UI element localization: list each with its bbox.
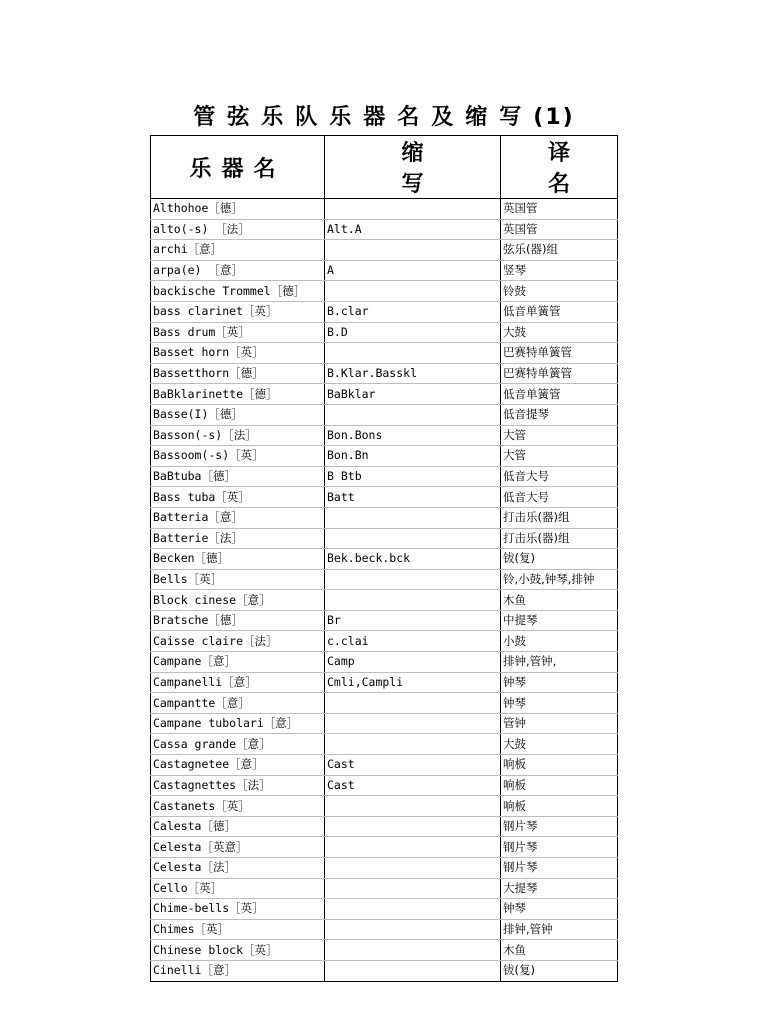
- cell-translation: 竖琴: [501, 260, 618, 281]
- cell-instrument-name: bass clarinet［英］: [151, 301, 325, 322]
- cell-translation: 低音大号: [501, 466, 618, 487]
- table-row: [151, 610, 618, 631]
- cell-abbreviation: [325, 816, 501, 837]
- table-row: [151, 878, 618, 899]
- cell-abbreviation: B.D: [325, 322, 501, 343]
- cell-translation: 钢片琴: [501, 816, 618, 837]
- cell-abbreviation: [325, 713, 501, 734]
- table-row: [151, 446, 618, 467]
- cell-instrument-name: Campane tubolari［意］: [151, 713, 325, 734]
- table-row: [151, 672, 618, 693]
- cell-translation: 响板: [501, 775, 618, 796]
- cell-translation: 钹(复): [501, 960, 618, 981]
- cell-translation: 巴赛特单簧管: [501, 363, 618, 384]
- cell-instrument-name: Campane［意］: [151, 652, 325, 673]
- table-row: [151, 466, 618, 487]
- cell-abbreviation: Batt: [325, 487, 501, 508]
- table-row: [151, 425, 618, 446]
- page-title-text: 管弦乐队乐器名及缩写: [193, 105, 534, 130]
- cell-translation: 木鱼: [501, 590, 618, 611]
- table-row: [151, 590, 618, 611]
- cell-instrument-name: arpa(e) ［意］: [151, 260, 325, 281]
- cell-instrument-name: Batteria［意］: [151, 507, 325, 528]
- cell-translation: 低音单簧管: [501, 301, 618, 322]
- cell-translation: 大鼓: [501, 322, 618, 343]
- cell-instrument-name: Basson(-s)［法］: [151, 425, 325, 446]
- cell-translation: 英国管: [501, 219, 618, 240]
- table-row: [151, 755, 618, 776]
- cell-instrument-name: Bassoom(-s)［英］: [151, 446, 325, 467]
- cell-instrument-name: Cassa grande［意］: [151, 734, 325, 755]
- cell-translation: 打击乐(器)组: [501, 528, 618, 549]
- table-row: [151, 260, 618, 281]
- cell-translation: 木鱼: [501, 940, 618, 961]
- cell-instrument-name: Bass drum［英］: [151, 322, 325, 343]
- cell-translation: 低音提琴: [501, 404, 618, 425]
- cell-instrument-name: Bratsche［德］: [151, 610, 325, 631]
- cell-translation: 钢片琴: [501, 837, 618, 858]
- table-row: [151, 528, 618, 549]
- table-row: [151, 713, 618, 734]
- table-row: [151, 549, 618, 570]
- cell-translation: 大管: [501, 425, 618, 446]
- table-row: [151, 322, 618, 343]
- cell-abbreviation: Bek.beck.bck: [325, 549, 501, 570]
- table-row: [151, 363, 618, 384]
- cell-instrument-name: Cello［英］: [151, 878, 325, 899]
- cell-instrument-name: Chinese block［英］: [151, 940, 325, 961]
- header-row: [151, 136, 618, 199]
- cell-instrument-name: Chimes［英］: [151, 919, 325, 940]
- cell-instrument-name: Bassetthorn［德］: [151, 363, 325, 384]
- table-row: [151, 281, 618, 302]
- cell-instrument-name: Cinelli［意］: [151, 960, 325, 981]
- cell-translation: 钟琴: [501, 899, 618, 920]
- table-row: [151, 652, 618, 673]
- cell-instrument-name: Bass tuba［英］: [151, 487, 325, 508]
- cell-translation: 响板: [501, 755, 618, 776]
- cell-abbreviation: [325, 528, 501, 549]
- cell-abbreviation: A: [325, 260, 501, 281]
- cell-translation: 铃鼓: [501, 281, 618, 302]
- table-body: [151, 199, 618, 982]
- cell-translation: 英国管: [501, 199, 618, 220]
- cell-abbreviation: [325, 569, 501, 590]
- cell-instrument-name: Basset horn［英］: [151, 343, 325, 364]
- table-row: [151, 899, 618, 920]
- table-row: [151, 816, 618, 837]
- cell-translation: 弦乐(器)组: [501, 240, 618, 261]
- table-row: [151, 487, 618, 508]
- cell-translation: 排钟,管钟,: [501, 652, 618, 673]
- cell-instrument-name: Castagnettes［法］: [151, 775, 325, 796]
- cell-translation: 低音单簧管: [501, 384, 618, 405]
- cell-instrument-name: Campantte［意］: [151, 693, 325, 714]
- cell-abbreviation: [325, 940, 501, 961]
- table-row: [151, 301, 618, 322]
- cell-abbreviation: [325, 899, 501, 920]
- cell-abbreviation: Bon.Bn: [325, 446, 501, 467]
- cell-instrument-name: BaBtuba［德］: [151, 466, 325, 487]
- cell-abbreviation: Cmli,Campli: [325, 672, 501, 693]
- cell-abbreviation: B.clar: [325, 301, 501, 322]
- table-row: [151, 343, 618, 364]
- table-row: [151, 919, 618, 940]
- header-translation: 译名: [501, 136, 618, 199]
- header-abbreviation: 缩写: [325, 136, 501, 199]
- table-row: [151, 940, 618, 961]
- table-row: [151, 219, 618, 240]
- cell-instrument-name: Celesta［英意］: [151, 837, 325, 858]
- cell-translation: 大提琴: [501, 878, 618, 899]
- table-row: [151, 960, 618, 981]
- table-header: [151, 136, 618, 199]
- cell-translation: 钹(复): [501, 549, 618, 570]
- table-row: [151, 404, 618, 425]
- table-row: [151, 734, 618, 755]
- table-row: [151, 199, 618, 220]
- page-title: [0, 100, 768, 131]
- cell-translation: 钟琴: [501, 672, 618, 693]
- cell-translation: 低音大号: [501, 487, 618, 508]
- table-row: [151, 631, 618, 652]
- table-row: [151, 796, 618, 817]
- cell-instrument-name: Celesta［法］: [151, 858, 325, 879]
- cell-translation: 响板: [501, 796, 618, 817]
- cell-instrument-name: Chime-bells［英］: [151, 899, 325, 920]
- cell-instrument-name: Castanets［英］: [151, 796, 325, 817]
- cell-instrument-name: backische Trommel［德］: [151, 281, 325, 302]
- cell-abbreviation: [325, 507, 501, 528]
- cell-instrument-name: alto(-s) ［法］: [151, 219, 325, 240]
- cell-abbreviation: [325, 734, 501, 755]
- table-row: [151, 240, 618, 261]
- cell-abbreviation: [325, 919, 501, 940]
- cell-abbreviation: [325, 878, 501, 899]
- table-row: [151, 384, 618, 405]
- cell-abbreviation: [325, 858, 501, 879]
- table-row: [151, 507, 618, 528]
- cell-abbreviation: BaBklar: [325, 384, 501, 405]
- cell-abbreviation: [325, 199, 501, 220]
- table-row: [151, 693, 618, 714]
- cell-abbreviation: B Btb: [325, 466, 501, 487]
- cell-instrument-name: archi［意］: [151, 240, 325, 261]
- cell-abbreviation: Cast: [325, 755, 501, 776]
- cell-translation: 大鼓: [501, 734, 618, 755]
- cell-abbreviation: [325, 281, 501, 302]
- table-row: [151, 569, 618, 590]
- cell-abbreviation: Cast: [325, 775, 501, 796]
- cell-translation: 钢片琴: [501, 858, 618, 879]
- cell-instrument-name: Batterie［法］: [151, 528, 325, 549]
- cell-abbreviation: [325, 240, 501, 261]
- cell-abbreviation: Alt.A: [325, 219, 501, 240]
- cell-abbreviation: [325, 796, 501, 817]
- cell-instrument-name: Basse(I)［德］: [151, 404, 325, 425]
- cell-instrument-name: Block cinese［意］: [151, 590, 325, 611]
- cell-translation: 大管: [501, 446, 618, 467]
- cell-abbreviation: [325, 693, 501, 714]
- cell-abbreviation: Camp: [325, 652, 501, 673]
- cell-instrument-name: Campanelli［意］: [151, 672, 325, 693]
- cell-instrument-name: Calesta［德］: [151, 816, 325, 837]
- cell-abbreviation: [325, 960, 501, 981]
- cell-instrument-name: Becken［德］: [151, 549, 325, 570]
- cell-instrument-name: Caisse claire［法］: [151, 631, 325, 652]
- cell-abbreviation: [325, 343, 501, 364]
- cell-translation: 巴赛特单簧管: [501, 343, 618, 364]
- cell-translation: 钟琴: [501, 693, 618, 714]
- cell-translation: 中提琴: [501, 610, 618, 631]
- cell-abbreviation: Bon.Bons: [325, 425, 501, 446]
- cell-translation: 铃,小鼓,钟琴,排钟: [501, 569, 618, 590]
- cell-abbreviation: Br: [325, 610, 501, 631]
- page-title-suffix: (1): [533, 105, 575, 130]
- header-instrument-name: 乐器名: [151, 136, 325, 199]
- table-row: [151, 775, 618, 796]
- cell-abbreviation: [325, 837, 501, 858]
- cell-translation: 管钟: [501, 713, 618, 734]
- table-row: [151, 837, 618, 858]
- cell-instrument-name: BaBklarinette［德］: [151, 384, 325, 405]
- instrument-table: [150, 135, 618, 982]
- cell-translation: 小鼓: [501, 631, 618, 652]
- cell-instrument-name: Althohoe［德］: [151, 199, 325, 220]
- cell-abbreviation: [325, 404, 501, 425]
- cell-translation: 排钟,管钟: [501, 919, 618, 940]
- cell-instrument-name: Castagnetee［意］: [151, 755, 325, 776]
- cell-instrument-name: Bells［英］: [151, 569, 325, 590]
- cell-abbreviation: [325, 590, 501, 611]
- cell-abbreviation: c.clai: [325, 631, 501, 652]
- cell-translation: 打击乐(器)组: [501, 507, 618, 528]
- cell-abbreviation: B.Klar.Basskl: [325, 363, 501, 384]
- table-row: [151, 858, 618, 879]
